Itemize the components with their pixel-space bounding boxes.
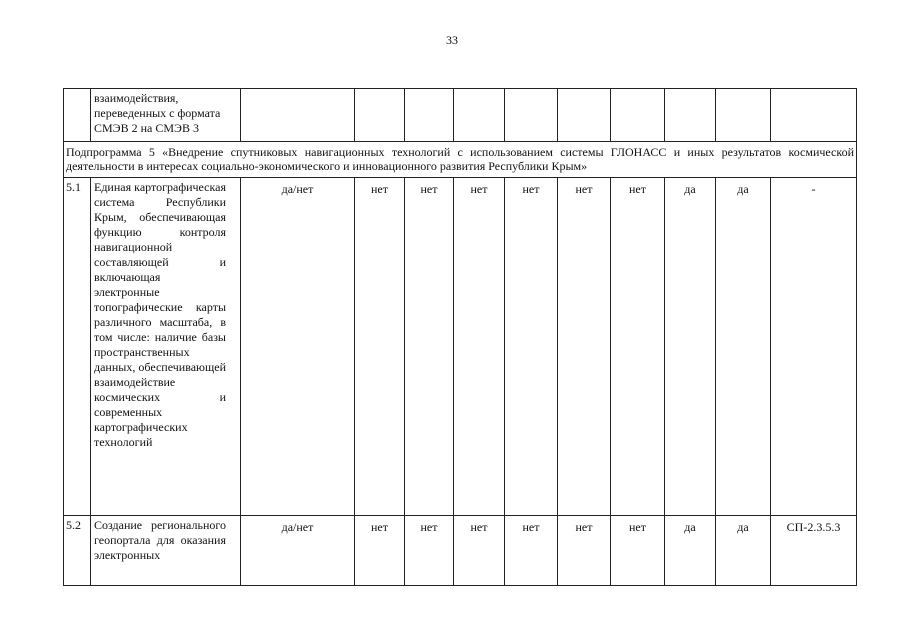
description-cell xyxy=(91,89,241,142)
value-cell: нет xyxy=(505,516,558,586)
description-cell xyxy=(91,516,241,586)
value-cell: нет xyxy=(505,178,558,516)
description-cell xyxy=(91,178,241,516)
reference-cell: СП-2.3.5.3 xyxy=(771,516,857,586)
table-row xyxy=(64,178,857,516)
value-cell: да xyxy=(716,178,771,516)
value-cell xyxy=(454,89,505,142)
row-number: 5.1 xyxy=(64,178,91,516)
reference-cell xyxy=(771,89,857,142)
value-cell: да xyxy=(716,516,771,586)
value-cell: нет xyxy=(355,178,405,516)
value-cell: да xyxy=(665,178,716,516)
value-cell: нет xyxy=(558,516,611,586)
unit-cell: да/нет xyxy=(241,178,355,516)
value-cell xyxy=(558,89,611,142)
value-cell xyxy=(405,89,454,142)
value-cell: нет xyxy=(558,178,611,516)
value-cell xyxy=(355,89,405,142)
value-cell xyxy=(716,89,771,142)
page-number: 33 xyxy=(446,33,458,47)
indicators-table xyxy=(63,88,857,586)
reference-cell: - xyxy=(771,178,857,516)
row-description: взаимодействия, переведенных с формата СМЭВ 2 на СМЭВ 3 xyxy=(94,91,221,135)
unit-cell: да/нет xyxy=(241,516,355,586)
value-cell xyxy=(505,89,558,142)
value-cell: нет xyxy=(611,178,665,516)
value-cell xyxy=(665,89,716,142)
value-cell: нет xyxy=(405,516,454,586)
value-cell: нет xyxy=(454,516,505,586)
unit-cell xyxy=(241,89,355,142)
value-cell: нет xyxy=(454,178,505,516)
value-cell: нет xyxy=(611,516,665,586)
value-cell: нет xyxy=(355,516,405,586)
table-row xyxy=(64,89,857,142)
value-cell: да xyxy=(665,516,716,586)
subprogram-row xyxy=(64,142,857,178)
row-number-cell xyxy=(64,89,91,142)
row-number: 5.2 xyxy=(64,516,91,586)
row-description: Создание регионального геопортала для оказания электронных xyxy=(94,518,226,562)
table-row xyxy=(64,516,857,586)
value-cell xyxy=(611,89,665,142)
row-description: Единая картографическая система Республики Крым, обеспечивающая функцию контроля навигационной составляющей и включающая электронные топографические карты различного масштаба, в том числе: наличие базы пространственных данных, обеспечивающей взаимодействие космических и современных картографических технологий xyxy=(94,180,226,449)
subprogram-header: Подпрограмма 5 «Внедрение спутниковых навигационных технологий с использованием системы ГЛОНАСС и иных результатов космической деятельности в интересах социально-экономического и инновационного развития Республики Крым» xyxy=(64,142,857,178)
value-cell: нет xyxy=(405,178,454,516)
